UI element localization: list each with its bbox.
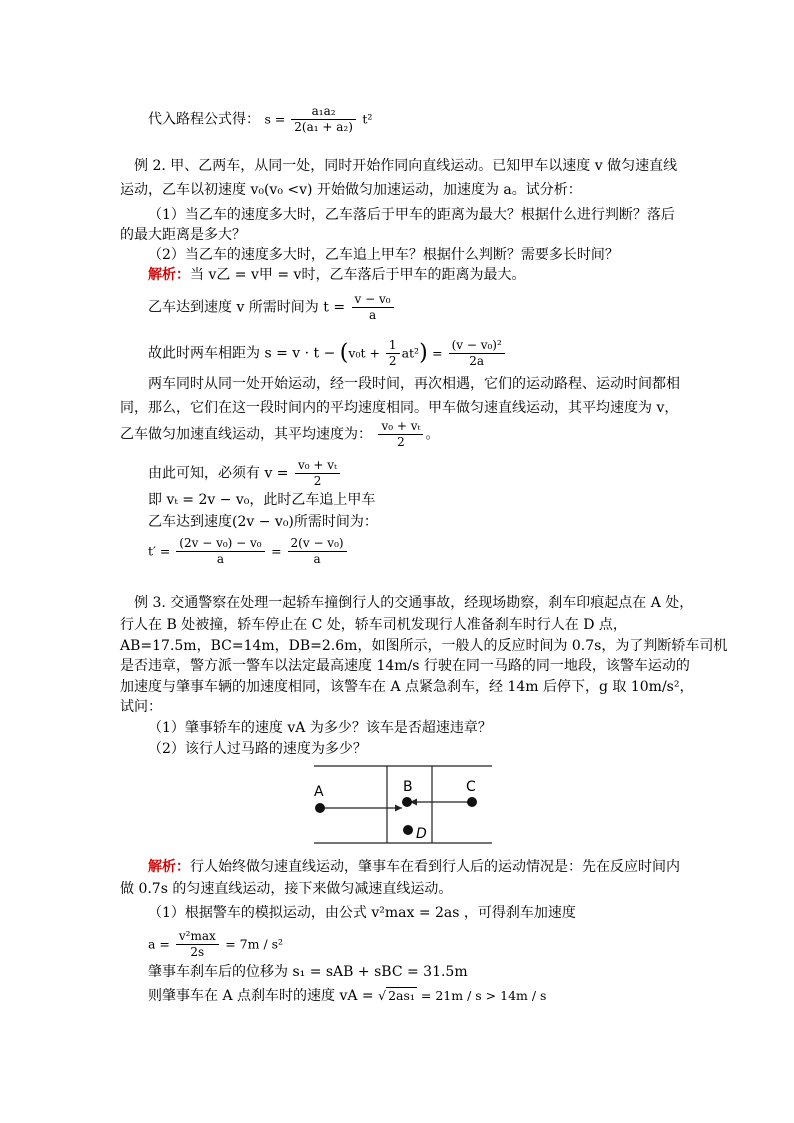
avg-fraction <box>378 419 423 450</box>
fraction-denominator: 2a <box>469 354 485 368</box>
ex3-solution-1 <box>148 857 680 877</box>
fraction-denominator: 2s <box>190 945 205 959</box>
time-fraction <box>352 292 394 323</box>
accel-result: = 7m / s² <box>225 936 284 952</box>
accident-diagram <box>312 763 494 849</box>
substitution-line <box>148 104 372 135</box>
ex2-para-2: 运动，乙车以初速度 v₀(v₀ <v) 开始做匀加速运动，加速度为 a。试分析： <box>120 182 582 198</box>
ex2-para-1: 例 2. 甲、乙两车，从同一处，同时开始作同向直线运动。已知甲车以速度 v 做匀速直线 <box>134 158 678 174</box>
time-text: 乙车达到速度 v 所需时间为 t = <box>148 299 350 316</box>
ex3-question-2: （2）该行人过马路的速度为多少？ <box>148 741 367 757</box>
must-text: 由此可知，必须有 v = <box>148 465 293 482</box>
left-paren: ( <box>339 340 349 366</box>
ex2-distance-line <box>148 338 507 369</box>
ex2-para-3c <box>120 419 439 450</box>
solution-label: 解析： <box>148 859 190 875</box>
solution-text: 当 v乙 = v甲 = v时，乙车落后于甲车的距离为最大。 <box>190 267 526 283</box>
fraction-denominator: 2 <box>388 354 397 368</box>
formula-s: s = <box>264 111 290 127</box>
arrowhead-ab <box>395 805 402 812</box>
ex2-solution-1 <box>148 265 525 285</box>
tprime-fraction-1 <box>176 536 264 567</box>
fraction-numerator: v₀ + vₜ <box>378 419 423 435</box>
solution-label: 解析： <box>148 267 190 283</box>
solution-text: 行人始终做匀速直线运动，肇事车在看到行人后的运动情况是：先在反应时间内 <box>190 859 680 875</box>
point-d <box>403 825 413 835</box>
avg-text: 乙车做匀加速直线运动，其平均速度为： <box>120 426 372 443</box>
velocity-result: = 21m / s > 14m / s <box>416 988 547 1003</box>
fraction-denominator: a <box>216 552 225 566</box>
tprime-label: t′ = <box>148 543 175 559</box>
ex2-tprime-line <box>148 536 349 567</box>
tprime-fraction-2 <box>288 536 347 567</box>
ex3-para-3: AB=17.5m，BC=14m，DB=2.6m，如图所示，一般人的反应时间为 0.7s，为了判断轿车司机 <box>120 638 728 654</box>
accel-fraction <box>176 929 219 960</box>
sqrt-sign: √ <box>378 988 387 1003</box>
period: 。 <box>425 426 440 443</box>
ex2-question-2: （2）当乙车的速度多大时，乙车追上甲车？根据什么判断？需要多长时间？ <box>148 247 619 263</box>
fraction-denominator: a <box>313 552 321 566</box>
equals: = <box>432 345 447 361</box>
ex3-step-1: （1）根据警车的模拟运动，由公式 v²max = 2as ，可得刹车加速度 <box>148 905 576 921</box>
ex2-need-line: 乙车达到速度(2v − v₀)所需时间为： <box>148 514 378 530</box>
ex3-accel-line <box>148 929 283 960</box>
distance-fraction <box>449 338 505 369</box>
point-c <box>467 797 477 807</box>
ex2-para-3a: 两车同时从同一处开始运动，经一段时间，再次相遇，它们的运动路程、运动时间都相 <box>148 376 680 392</box>
label-c: C <box>466 779 476 795</box>
right-paren: ) <box>419 340 428 366</box>
velocity-text: 则肇事车在 A 点刹车时的速度 vA = <box>148 988 379 1004</box>
ex3-para-5: 加速度与肇事车辆的加速度相同，该警车在 A 点紧急刹车，经 14m 后停下，g 取 10m/s²， <box>120 679 694 695</box>
ex3-para-2: 行人在 B 处被撞，轿车停止在 C 处，轿车司机发现行人准备刹车时行人在 D 点， <box>120 617 627 633</box>
ex3-velocity-line <box>148 986 546 1006</box>
ex2-question-1a: （1）当乙车的速度多大时，乙车落后于甲车的距离为最大？根据什么进行判断？落后 <box>148 207 675 223</box>
half-fraction <box>386 338 400 369</box>
accel-label: a = <box>148 936 174 952</box>
at-squared: at² <box>401 345 420 361</box>
fraction-a1a2 <box>291 104 356 135</box>
ex3-para-4: 是否违章，警方派一警车以法定最高速度 14m/s 行驶在同一马路的同一地段，该警车运动的 <box>120 658 690 674</box>
ex2-time-line <box>148 292 396 323</box>
label-a: A <box>314 784 324 800</box>
label-d: D <box>416 826 427 842</box>
point-a <box>315 803 325 813</box>
fraction-numerator: a₁a₂ <box>291 104 356 120</box>
fraction-numerator: (v − v₀)² <box>449 338 505 354</box>
label-b: B <box>403 779 413 795</box>
fraction-numerator: v − v₀ <box>352 292 394 308</box>
substitution-text: 代入路程公式得： <box>148 111 260 128</box>
fraction-numerator: v₀ + vₜ <box>295 458 340 474</box>
fraction-numerator: v²max <box>176 929 219 945</box>
fraction-numerator: 1 <box>386 338 400 354</box>
must-fraction <box>295 458 340 489</box>
sqrt-content: 2as₁ <box>388 988 415 1003</box>
fraction-denominator: 2(a₁ + a₂) <box>294 120 353 134</box>
equals: = <box>271 543 286 559</box>
ex2-must-line <box>148 458 342 489</box>
fraction-numerator: (2v − v₀) − v₀ <box>176 536 264 552</box>
ex3-question-1: （1）肇事轿车的速度 vA 为多少？该车是否超速违章？ <box>148 720 492 736</box>
fraction-numerator: 2(v − v₀) <box>288 536 347 552</box>
ex3-displacement-line: 肇事车刹车后的位移为 s₁ = sAB + sBC = 31.5m <box>148 964 468 980</box>
ex3-para-1: 例 3. 交通警察在处理一起轿车撞倒行人的交通事故，经现场勘察，刹车印痕起点在 A 处， <box>134 595 694 611</box>
distance-mid: v₀t + <box>348 345 384 361</box>
ex2-para-3b: 同，那么，它们在这一段时间内的平均速度相同。甲车做匀速直线运动，其平均速度为 v， <box>120 400 679 416</box>
distance-text: 故此时两车相距为 s = v · t − <box>148 345 340 362</box>
fraction-denominator: 2 <box>397 435 405 449</box>
ex3-para-6: 试问： <box>120 699 162 715</box>
fraction-denominator: a <box>368 308 377 322</box>
formula-tail: t² <box>362 111 373 127</box>
ex2-vt-line: 即 vₜ = 2v − v₀，此时乙车追上甲车 <box>148 492 376 508</box>
point-b <box>402 797 412 807</box>
ex3-solution-2: 做 0.7s 的匀速直线运动，接下来做匀减速直线运动。 <box>120 881 453 897</box>
ex2-question-1b: 的最大距离是多大？ <box>120 227 246 243</box>
fraction-denominator: 2 <box>313 474 322 488</box>
